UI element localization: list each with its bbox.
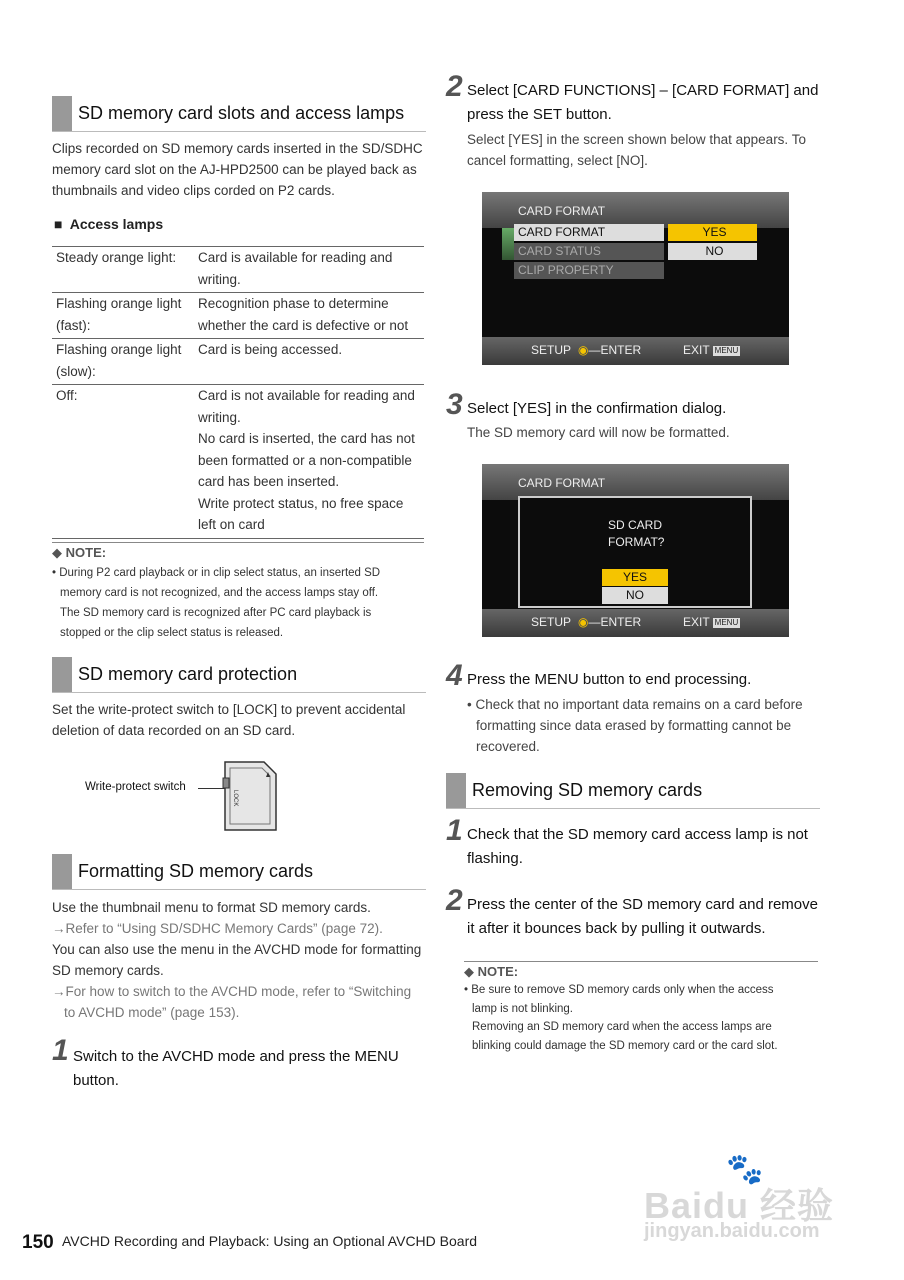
step-description: Select [YES] in the screen shown below that appears. To cancel formatting, select [NO]. [467,132,806,168]
step-description: The SD memory card will now be formatted. [467,425,730,440]
watermark-brand: Baidu 经验 [644,1185,835,1226]
sd-card-icon [222,760,278,832]
page-number: 150 [22,1232,54,1253]
access-lamps-table [52,246,424,539]
section-bar [52,854,72,889]
footer-exit: EXIT MENU [683,343,739,357]
section-bar [446,773,466,808]
format-intro: Use the thumbnail menu to format SD memory cards. →Refer to “Using SD/SDHC Memory Cards” (page 72). You can also use the menu in the AVCHD mode for formatting SD memory cards. →For how to switch to the AVCHD mode, refer to “Switching to AVCHD mode” (page 153). [52,897,432,1023]
watermark-logo [640,1153,860,1250]
paw-icon: 🐾 [726,1153,764,1186]
screen-title: CARD FORMAT [518,204,606,218]
step-text: Press the MENU button to end processing. [467,671,752,688]
footer-setup: SETUP [531,343,572,357]
menu-item-clip-property[interactable]: CLIP PROPERTY [514,262,664,279]
square-bullet-icon: ■ [54,216,63,232]
step-text: Switch to the AVCHD mode and press the MENU button. [73,1048,399,1089]
dialog-message: SD CARD FORMAT? [608,518,665,549]
section-bar [52,657,72,692]
section-header-protect [52,657,426,693]
menu-item-card-format[interactable]: CARD FORMAT [514,224,664,241]
step-text: Select [CARD FUNCTIONS] – [CARD FORMAT] and press the SET button. [467,82,819,123]
section-header-remove [446,773,820,809]
section-title: SD memory card slots and access lamps [78,103,405,123]
note-box-2: ◆ NOTE: • Be sure to remove SD memory cards only when the access lamp is not blinking. Removing an SD memory card when the access lamps are blinking could damage the SD memory card or the card slot. [464,961,818,1055]
table-row: Flashing orange light (fast): Recognition phase to determine whether the card is defective or not [52,293,424,339]
yes-option[interactable]: YES [668,224,757,241]
format-confirm-screen [482,464,789,637]
diamond-icon: ◆ [464,964,474,979]
page-ref-link[interactable]: →Refer to “Using SD/SDHC Memory Cards” (page 72). [52,921,383,936]
watermark-url: jingyan.baidu.com [644,1220,820,1242]
step-number: 4 [446,659,463,692]
svg-text:LOCK: LOCK [232,790,238,807]
page-ref-link[interactable]: to AVCHD mode” (page 153). [64,1005,240,1020]
thumbnail-strip [502,228,514,260]
no-option[interactable]: NO [602,587,668,604]
diamond-icon: ◆ [52,545,62,560]
screen-title: CARD FORMAT [518,476,606,490]
no-option[interactable]: NO [668,243,757,260]
joystick-icon: ◉ [578,615,589,629]
table-row: Steady orange light: Card is available for reading and writing. [52,247,424,293]
step-text: Press the center of the SD memory card and remove it after it bounces back by pulling it outwards. [467,896,818,937]
step-number: 1 [52,1034,69,1067]
menu-item-card-status[interactable]: CARD STATUS [514,243,664,260]
table-row: Flashing orange light (slow): Card is being accessed. [52,339,424,385]
footer-exit: EXIT MENU [683,615,739,629]
step-number: 3 [446,388,463,421]
section-header-format [52,854,426,890]
footer-title: AVCHD Recording and Playback: Using an Optional AVCHD Board [62,1233,478,1249]
access-lamps-heading: ■ Access lamps [54,216,164,232]
section-title: SD memory card protection [78,664,298,684]
footer-setup: SETUP [531,615,572,629]
step-text: Select [YES] in the confirmation dialog. [467,400,727,417]
section-title: Removing SD memory cards [472,780,703,800]
footer-enter: ◉—ENTER [578,343,642,357]
menu-badge: MENU [714,617,739,627]
section-title: Formatting SD memory cards [78,861,314,881]
joystick-icon: ◉ [578,343,589,357]
note-box-1: ◆ NOTE: • During P2 card playback or in clip select status, an inserted SD memory card is not recognized, and the access lamps stay off. The SD memory card is recognized after PC card playback is stopped or the clip select status is released. [52,542,424,643]
step-bullet: • Check that no important data remains on a card before formatting since data erased by formatting cannot be recovered. [467,697,803,754]
step-number: 1 [446,814,463,847]
protect-text: Set the write-protect switch to [LOCK] to prevent accidental deletion of data recorded on an SD card. [52,702,406,738]
menu-badge: MENU [714,345,739,355]
table-row: Off: Card is not available for reading and writing. No card is inserted, the card has not been formatted or a non-compatible card has been inserted. Write protect status, no free space left on card [52,385,424,539]
section-header-slots [52,96,426,132]
page-ref-link[interactable]: →For how to switch to the AVCHD mode, refer to “Switching [52,984,412,999]
write-protect-label: Write-protect switch [85,781,186,793]
card-format-menu-screen [482,192,789,365]
footer-enter: ◉—ENTER [578,615,642,629]
step-number: 2 [446,70,463,103]
yes-option[interactable]: YES [602,569,668,586]
step-text: Check that the SD memory card access lamp is not flashing. [467,826,808,867]
step-number: 2 [446,884,463,917]
slots-intro: Clips recorded on SD memory cards inserted in the SD/SDHC memory card slot on the AJ-HPD2500 can be played back as thumbnails and video clips corded on P2 cards. [52,141,423,198]
section-bar [52,96,72,131]
